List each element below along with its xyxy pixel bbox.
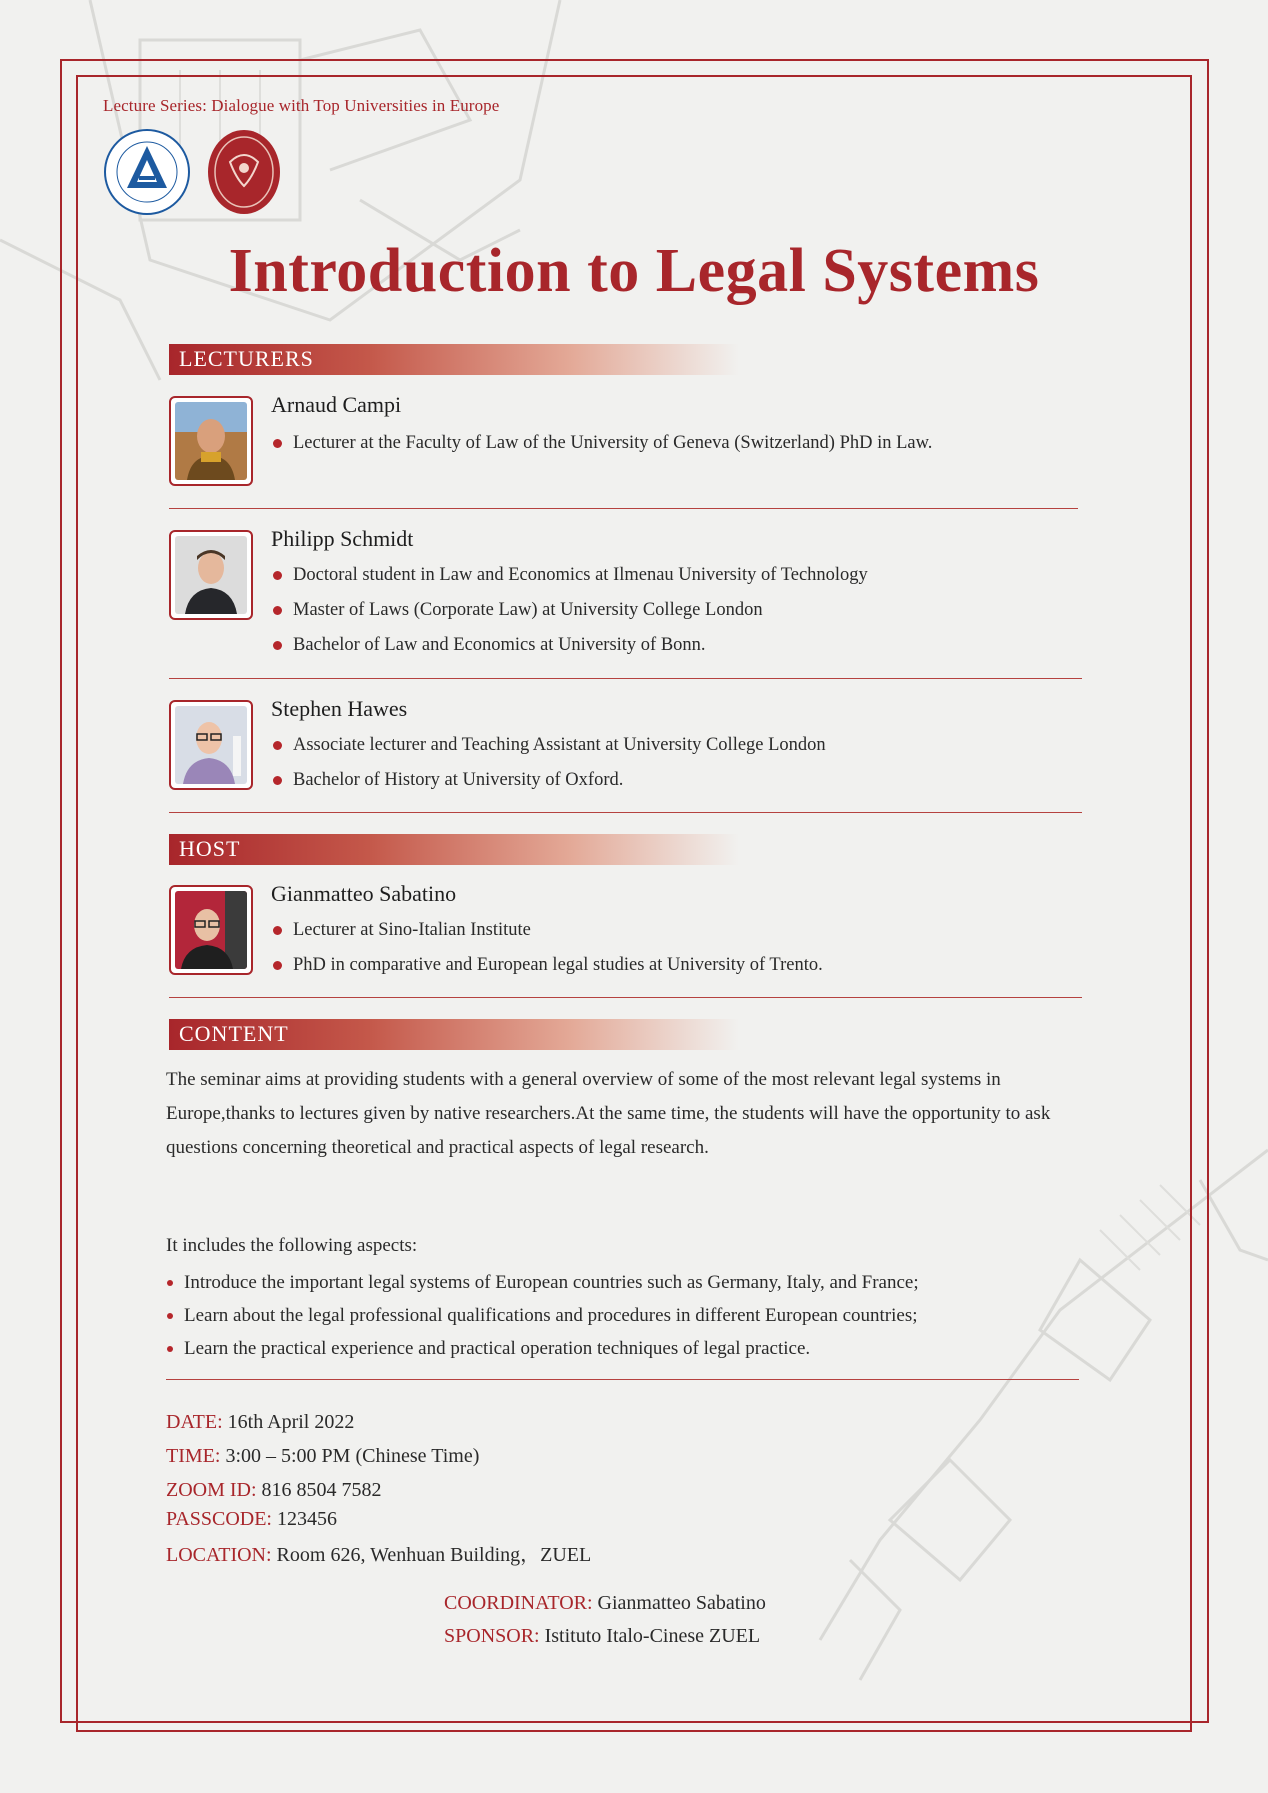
time-label: TIME: <box>166 1445 221 1467</box>
bio-item: Bachelor of Law and Economics at University of Bonn. <box>271 628 868 663</box>
host-name: Gianmatteo Sabatino <box>271 881 457 906</box>
sponsor-label: SPONSOR: <box>444 1625 540 1647</box>
divider <box>169 812 1082 813</box>
university-logo <box>103 128 191 216</box>
zoom-value: 816 8504 7582 <box>261 1479 382 1501</box>
bio-item: Lecturer at Sino-Italian Institute <box>271 913 823 948</box>
time-row <box>166 1445 479 1468</box>
date-row <box>166 1411 354 1434</box>
coordinator-label: COORDINATOR: <box>444 1592 593 1614</box>
divider <box>169 678 1082 679</box>
bio-item: PhD in comparative and European legal studies at University of Trento. <box>271 948 823 983</box>
bio-item: Bachelor of History at University of Oxford. <box>271 763 826 798</box>
content-paragraph: The seminar aims at providing students with a general overview of some of the most relevant legal systems in Europe,thanks to lectures given by native researchers.At the same time, the students will have the opportunity to ask questions concerning theoretical and practical aspects of legal research. <box>166 1069 1051 1158</box>
section-header-label: LECTURERS <box>179 346 314 371</box>
coordinator-row <box>444 1592 766 1615</box>
bio-item: Lecturer at the Faculty of Law of the University of Geneva (Switzerland) PhD in Law. <box>271 426 932 461</box>
sponsor-value: Istituto Italo-Cinese ZUEL <box>544 1625 761 1647</box>
lecturer-bio-list <box>271 558 868 663</box>
passcode-label: PASSCODE: <box>166 1508 272 1530</box>
host-bio-list <box>271 913 823 983</box>
section-header-host <box>169 834 739 865</box>
sponsor-row <box>444 1625 760 1648</box>
date-value: 16th April 2022 <box>227 1411 355 1433</box>
lecturer-name: Stephen Hawes <box>271 696 408 721</box>
section-header-content <box>169 1019 739 1050</box>
passcode-row <box>166 1508 337 1531</box>
aspect-item: Introduce the important legal systems of European countries such as Germany, Italy, and France; <box>166 1266 919 1299</box>
lecturer-name: Philipp Schmidt <box>271 526 414 551</box>
lecturer-name: Arnaud Campi <box>271 392 402 417</box>
aspects-list <box>166 1266 919 1365</box>
coordinator-value: Gianmatteo Sabatino <box>597 1592 766 1614</box>
location-label: LOCATION: <box>166 1544 272 1566</box>
zoom-row <box>166 1479 382 1502</box>
lecture-series-label: Lecture Series: Dialogue with Top Universities in Europe <box>103 96 500 115</box>
lecturer-photo-stephen <box>169 700 253 790</box>
bio-item: Doctoral student in Law and Economics at Ilmenau University of Technology <box>271 558 868 593</box>
time-value: 3:00 – 5:00 PM (Chinese Time) <box>225 1445 480 1467</box>
section-header-label: HOST <box>179 836 241 861</box>
zoom-label: ZOOM ID: <box>166 1479 257 1501</box>
divider <box>169 508 1078 509</box>
location-value: Room 626, Wenhuan Building，ZUEL <box>276 1544 592 1566</box>
host-photo <box>169 885 253 975</box>
seal-logo <box>206 128 282 216</box>
aspect-item: Learn the practical experience and practical operation techniques of legal practice. <box>166 1332 919 1365</box>
lecturer-photo-arnaud <box>169 396 253 486</box>
aspects-intro: It includes the following aspects: <box>166 1235 418 1256</box>
bio-item: Master of Laws (Corporate Law) at University College London <box>271 593 868 628</box>
divider <box>166 1379 1079 1380</box>
section-header-lecturers <box>169 344 739 375</box>
divider <box>169 997 1082 998</box>
lecturer-bio-list <box>271 728 826 798</box>
page-title: Introduction to Legal Systems <box>228 237 1040 305</box>
bio-item: Associate lecturer and Teaching Assistant at University College London <box>271 728 826 763</box>
date-label: DATE: <box>166 1411 223 1433</box>
location-row <box>166 1538 591 1567</box>
section-header-label: CONTENT <box>179 1021 289 1046</box>
lecturer-photo-philipp <box>169 530 253 620</box>
lecturer-bio-list <box>271 426 932 461</box>
passcode-value: 123456 <box>276 1508 337 1530</box>
aspect-item: Learn about the legal professional qualifications and procedures in different European countries; <box>166 1299 919 1332</box>
